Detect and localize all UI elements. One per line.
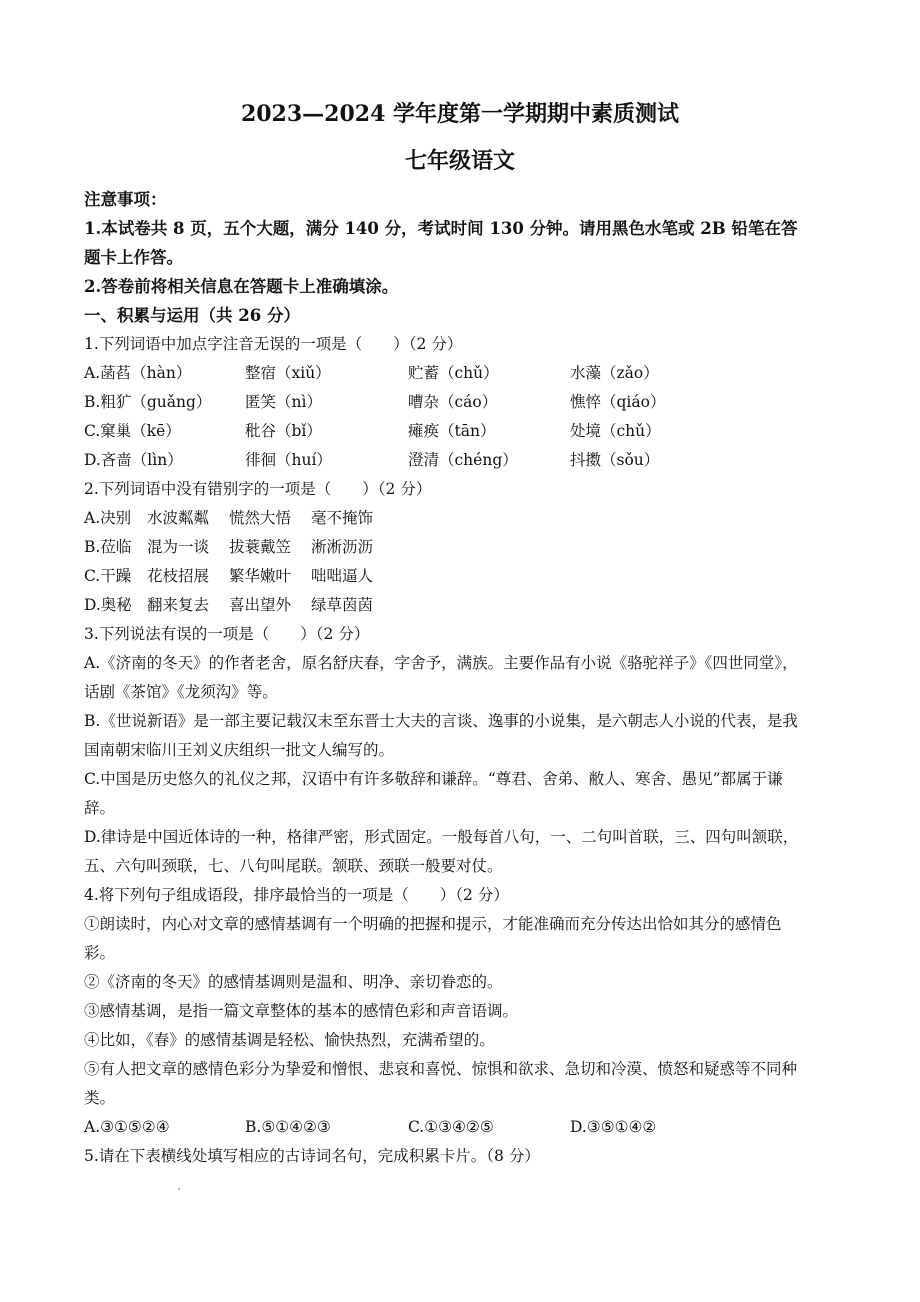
q3-option-d: D.律诗是中国近体诗的一种，格律严密，形式固定。一般每首八句，一、二句叫首联，三、四句叫颔联， — [84, 828, 799, 846]
q2-word: 喜出望外 — [229, 596, 292, 614]
notice-item-1-cont: 题卡上作答。 — [84, 248, 183, 267]
q1-option-text: 瘫痪（tān） — [408, 422, 496, 440]
q3-option-c: C.中国是历史悠久的礼仪之邦，汉语中有许多敬辞和谦辞。“尊君、舍弟、敝人、寒舍、愚见”都属于谦 — [84, 770, 783, 788]
q2-word: 花枝招展 — [147, 567, 210, 585]
q2-word: 淅淅沥沥 — [311, 538, 374, 556]
notice-item-2: 2.答卷前将相关信息在答题卡上准确填涂。 — [84, 277, 399, 296]
q2-word: A.决别 — [84, 509, 132, 527]
q2-stem: 2.下列词语中没有错别字的一项是（ ）（2 分） — [84, 480, 432, 498]
q3-option-c-cont: 辞。 — [84, 799, 116, 817]
q2-word: B.莅临 — [84, 538, 132, 556]
q3-option-a: A.《济南的冬天》的作者老舍，原名舒庆春，字舍予，满族。主要作品有小说《骆驼祥子》《四世同堂》， — [84, 654, 798, 672]
q1-stem: 1.下列词语中加点字注音无误的一项是（ ）（2 分） — [84, 335, 463, 353]
q1-option-text: B.粗犷（guǎng） — [84, 393, 212, 411]
q2-word: 毫不掩饰 — [311, 509, 374, 527]
q1-option-text: D.吝啬（lìn） — [84, 451, 183, 469]
q4-option: A.③①⑤②④ — [84, 1118, 170, 1136]
q4-sentence-5-cont: 类。 — [84, 1089, 116, 1107]
q2-option-row — [84, 508, 844, 528]
q4-option: B.⑤①④②③ — [245, 1118, 331, 1136]
q1-option-text: 抖擞（sǒu） — [570, 451, 660, 469]
q1-option-text: 匿笑（nì） — [245, 393, 322, 411]
q1-option-row — [84, 392, 844, 412]
q4-stem: 4.将下列句子组成语段，排序最恰当的一项是（ ）（2 分） — [84, 886, 509, 904]
q1-option-text: 徘徊（huí） — [245, 451, 332, 469]
q2-word: C.干躁 — [84, 567, 132, 585]
q3-option-d-cont: 五、六句叫颈联，七、八句叫尾联。颔联、颈联一般要对仗。 — [84, 857, 503, 875]
q1-option-text: C.窠巢（kē） — [84, 422, 181, 440]
q4-sentence-5: ⑤有人把文章的感情色彩分为挚爱和憎恨、悲哀和喜悦、惊惧和欲求、急切和冷漠、愤怒和疑惑等不同种 — [84, 1060, 798, 1078]
q4-sentence-3: ③感情基调，是指一篇文章整体的基本的感情色彩和声音语调。 — [84, 1002, 519, 1020]
q4-sentence-4: ④比如，《春》的感情基调是轻松、愉快热烈，充满希望的。 — [84, 1031, 495, 1049]
section-1-heading: 一、积累与运用（共 26 分） — [84, 306, 300, 325]
q1-option-row — [84, 450, 844, 470]
q2-word: 混为一谈 — [147, 538, 210, 556]
q1-option-row — [84, 363, 844, 383]
q4-options-row — [84, 1117, 844, 1137]
q3-option-a-cont: 话剧《茶馆》《龙须沟》等。 — [84, 683, 278, 701]
q2-option-row — [84, 537, 844, 557]
q1-option-text: 嘈杂（cáo） — [408, 393, 498, 411]
q1-option-text: 水藻（zǎo） — [570, 364, 659, 382]
q1-option-text: 贮蓄（chǔ） — [408, 364, 499, 382]
q3-stem: 3.下列说法有误的一项是（ ）（2 分） — [84, 625, 370, 643]
q2-word: 咄咄逼人 — [311, 567, 374, 585]
q3-option-b: B.《世说新语》是一部主要记载汉末至东晋士大夫的言谈、逸事的小说集，是六朝志人小说的代表，是我 — [84, 712, 798, 730]
q4-sentence-1: ①朗读时，内心对文章的感情基调有一个明确的把握和提示，才能准确而充分传达出恰如其分的感情色 — [84, 915, 782, 933]
q1-option-text: 整宿（xiǔ） — [245, 364, 331, 382]
q2-word: 拔蓑戴笠 — [229, 538, 292, 556]
exam-title: 2023—2024 学年度第一学期期中素质测试 — [240, 101, 680, 127]
notice-heading: 注意事项： — [84, 190, 167, 209]
q1-option-text: 处境（chǔ） — [570, 422, 661, 440]
q2-option-row — [84, 566, 844, 586]
q2-word: 繁华嫩叶 — [229, 567, 292, 585]
q1-option-text: A.菡萏（hàn） — [84, 364, 192, 382]
q2-word: 翻来复去 — [147, 596, 210, 614]
q3-option-b-cont: 国南朝宋临川王刘义庆组织一批文人编写的。 — [84, 741, 395, 759]
q2-word: 绿草茵茵 — [311, 596, 374, 614]
q1-option-text: 憔悴（qiáo） — [570, 393, 666, 411]
q5-stem: 5.请在下表横线处填写相应的古诗词名句，完成积累卡片。（8 分） — [84, 1147, 540, 1165]
q2-option-row — [84, 595, 844, 615]
q4-option: C.①③④②⑤ — [408, 1118, 494, 1136]
q1-option-row — [84, 421, 844, 441]
notice-item-1: 1.本试卷共 8 页，五个大题，满分 140 分，考试时间 130 分钟。请用黑色水笔或 2B 铅笔在答 — [84, 219, 798, 238]
exam-subtitle: 七年级语文 — [404, 148, 515, 174]
q4-sentence-1-cont: 彩。 — [84, 944, 116, 962]
q1-option-text: 秕谷（bǐ） — [245, 422, 322, 440]
q4-option: D.③⑤①④② — [570, 1118, 657, 1136]
q2-word: 水波粼粼 — [147, 509, 210, 527]
q4-sentence-2: ②《济南的冬天》的感情基调则是温和、明净、亲切眷恋的。 — [84, 973, 503, 991]
scan-speck — [178, 1188, 180, 1190]
q1-option-text: 澄清（chéng） — [408, 451, 518, 469]
q2-word: D.奥秘 — [84, 596, 132, 614]
q2-word: 慌然大悟 — [229, 509, 292, 527]
